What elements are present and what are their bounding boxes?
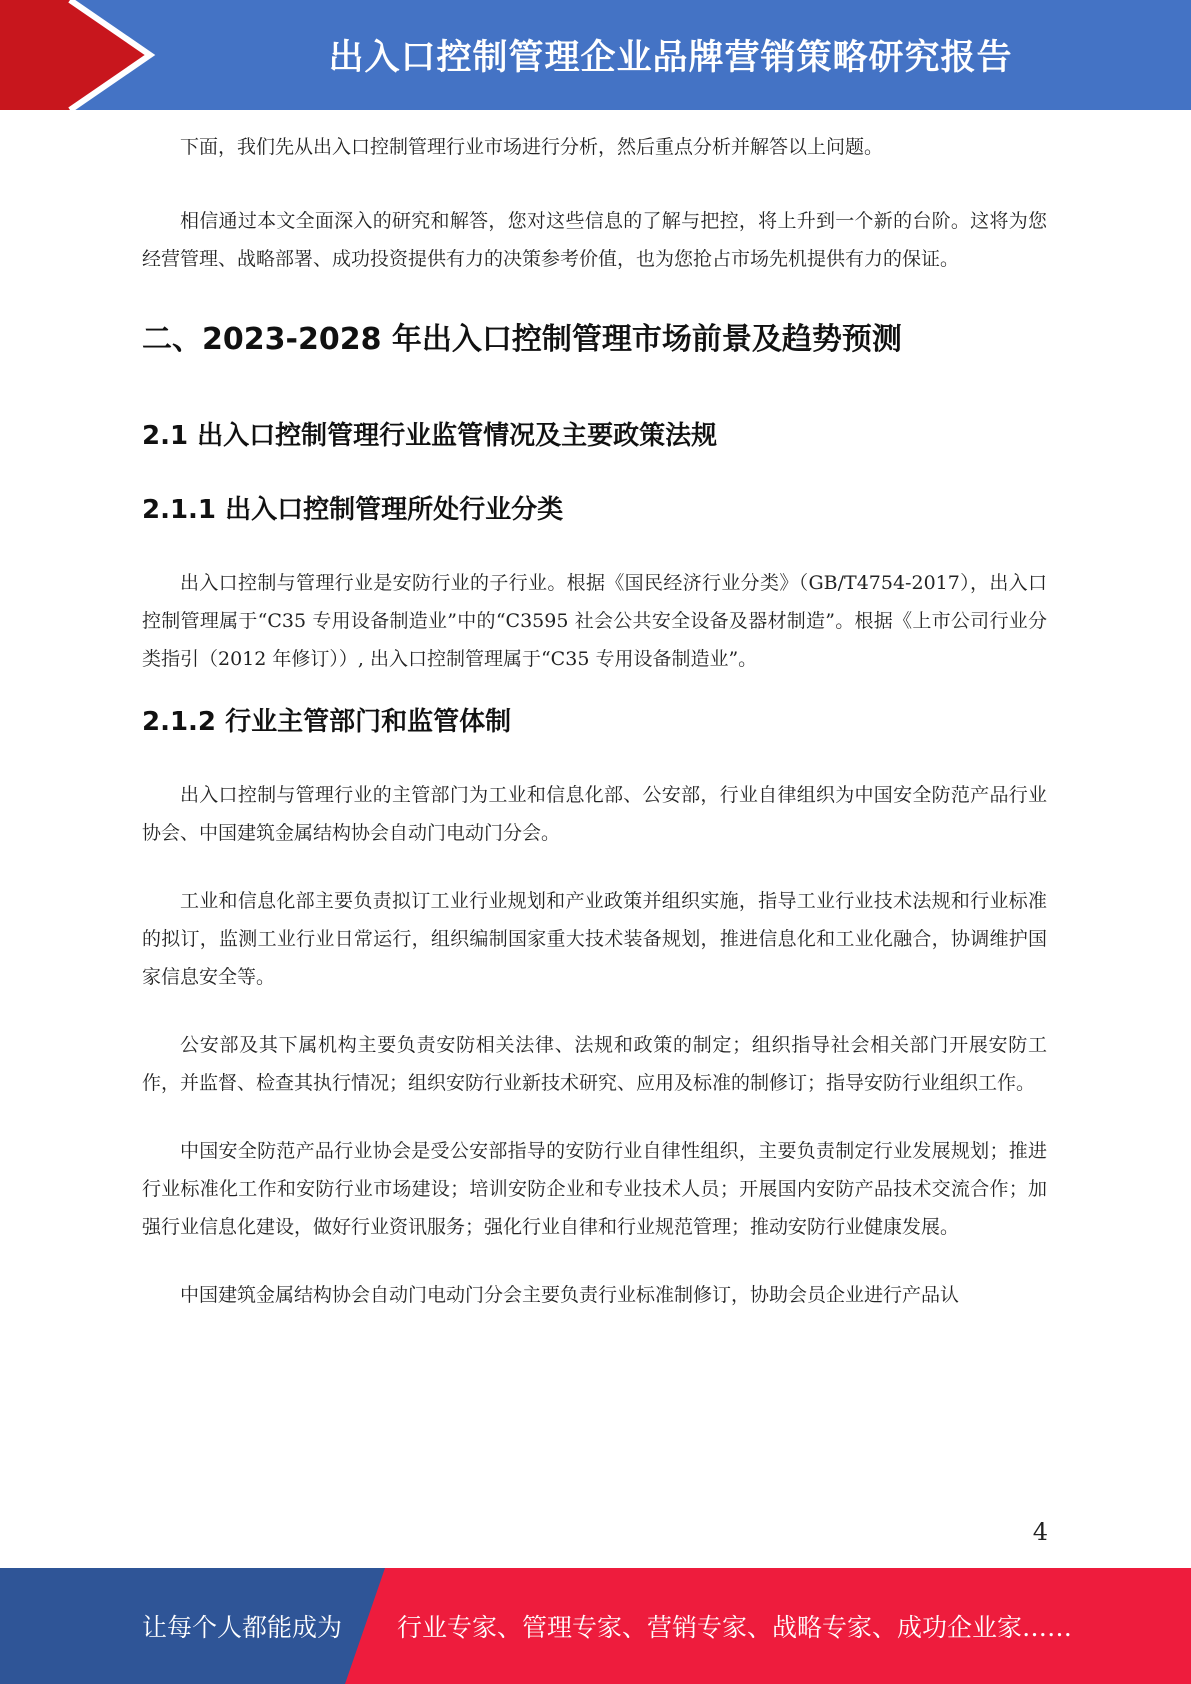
footer-slogan-left: 让每个人都能成为 xyxy=(142,1613,343,1642)
paragraph-miit: 工业和信息化部主要负责拟订工业行业规划和产业政策并组织实施，指导工业行业技术法规和行业标准的拟订，监测工业行业日常运行，组织编制国家重大技术装备规划，推进信息化和工业化融合，协调维护国家信息安全等。 xyxy=(142,890,1047,988)
paragraph-authorities: 出入口控制与管理行业的主管部门为工业和信息化部、公安部，行业自律组织为中国安全防范产品行业协会、中国建筑金属结构协会自动门电动门分会。 xyxy=(142,784,1047,844)
header-banner xyxy=(0,0,1191,110)
red-arrow-icon xyxy=(0,0,160,110)
paragraph-door-association: 中国建筑金属结构协会自动门电动门分会主要负责行业标准制修订，协助会员企业进行产品认 xyxy=(180,1284,960,1306)
footer-banner xyxy=(0,1568,1191,1684)
paragraph-industry-classification: 出入口控制与管理行业是安防行业的子行业。根据《国民经济行业分类》（GB/T4754-2017），出入口控制管理属于“C35 专用设备制造业”中的“C3595 社会公共安全设备及器材制造”。根据《上市公司行业分类指引（2012 年修订））, 出入口控制管理属于“C35 专用设备制造业”。 xyxy=(142,572,1047,670)
section-heading: 二、2023-2028 年出入口控制管理市场前景及趋势预测 xyxy=(142,322,902,357)
paragraph-belief: 相信通过本文全面深入的研究和解答，您对这些信息的了解与把控，将上升到一个新的台阶。这将为您经营管理、战略部署、成功投资提供有力的决策参考价值，也为您抢占市场先机提供有力的保证。 xyxy=(142,210,1047,270)
subsection-heading-2-1-1: 2.1.1 出入口控制管理所处行业分类 xyxy=(142,495,564,525)
subsection-heading-2-1: 2.1 出入口控制管理行业监管情况及主要政策法规 xyxy=(142,421,718,451)
paragraph-security-association: 中国安全防范产品行业协会是受公安部指导的安防行业自律性组织，主要负责制定行业发展规划；推进行业标准化工作和安防行业市场建设；培训安防企业和专业技术人员；开展国内安防产品技术交流合作；加强行业信息化建设，做好行业资讯服务；强化行业自律和行业规范管理；推动安防行业健康发展。 xyxy=(142,1140,1047,1238)
report-title: 出入口控制管理企业品牌营销策略研究报告 xyxy=(328,38,1013,78)
page-number: 4 xyxy=(1032,1518,1048,1546)
paragraph-intro: 下面，我们先从出入口控制管理行业市场进行分析，然后重点分析并解答以上问题。 xyxy=(180,136,884,158)
subsection-heading-2-1-2: 2.1.2 行业主管部门和监管体制 xyxy=(142,707,512,737)
paragraph-public-security: 公安部及其下属机构主要负责安防相关法律、法规和政策的制定；组织指导社会相关部门开展安防工作，并监督、检查其执行情况；组织安防行业新技术研究、应用及标准的制修订；指导安防行业组织工作。 xyxy=(142,1034,1047,1094)
footer-slogan-right: 行业专家、管理专家、营销专家、战略专家、成功企业家…… xyxy=(397,1613,1073,1642)
page-content xyxy=(142,128,1047,1314)
